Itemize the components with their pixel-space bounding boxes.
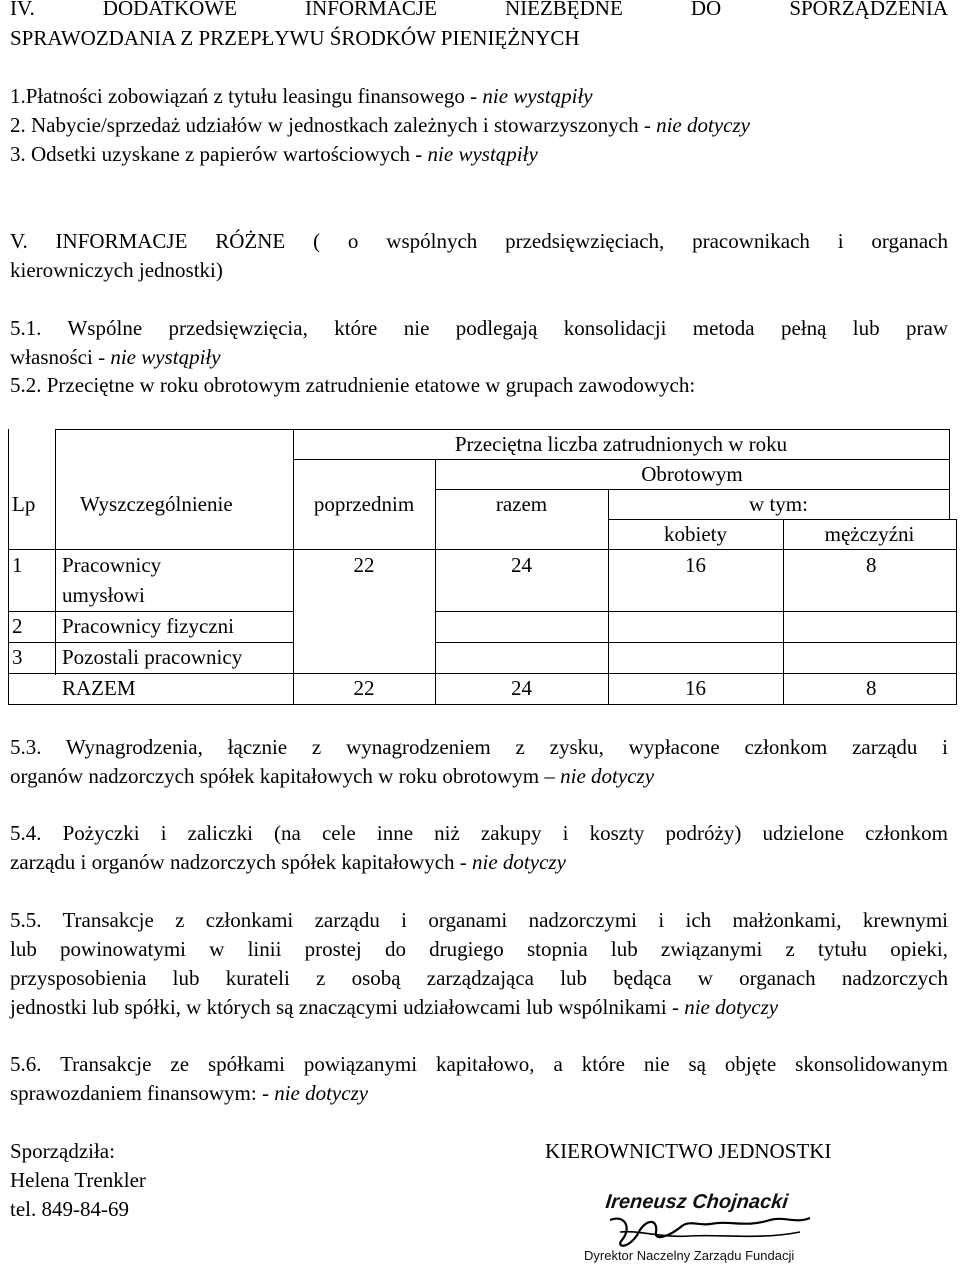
item-5-5-line3: przysposobienia lub kurateli z osobą zarządzająca lub będąca w organach nadzorczych	[10, 966, 948, 990]
stamp-name-text: Ireneusz Chojnacki	[604, 1191, 790, 1213]
item-status: nie dotyczy	[656, 113, 750, 137]
management-label: KIEROWNICTWO JEDNOSTKI	[545, 1139, 832, 1163]
item-status: nie dotyczy	[560, 764, 655, 788]
item-5-4-line1: 5.4. Pożyczki i zaliczki (na cele inne niż zakupy i koszty podróży) udzielone członkom	[10, 821, 948, 845]
item-5-6-line2	[10, 1079, 368, 1108]
item-5-1-line2	[10, 343, 221, 372]
item-status: nie wystąpiły	[427, 142, 538, 166]
table-grid-line	[949, 429, 950, 519]
header-men: mężczyźni	[824, 522, 915, 546]
table-grid-line	[435, 611, 957, 612]
item-status: nie dotyczy	[684, 995, 779, 1019]
section-5-heading-line1: V. INFORMACJE RÓŻNE ( o wspólnych przedsięwzięciach, pracownikach i organach	[10, 229, 948, 253]
employment-table	[8, 429, 958, 705]
stamp-title-text: Dyrektor Naczelny Zarządu Fundacji	[584, 1248, 795, 1263]
prepared-by-label: Sporządziła:	[10, 1139, 115, 1163]
section-4-heading-line2: SPRAWOZDANIA Z PRZEPŁYWU ŚRODKÓW PIENIĘŻNYCH	[10, 26, 580, 50]
row3-desc: Pozostali pracownicy	[62, 645, 243, 669]
sum-previous: 22	[353, 676, 375, 700]
item-5-5-line2: lub powinowatymi w linii prostej do drugiego stopnia lub związanymi z tytułu opieki,	[10, 937, 948, 961]
item-text: 3. Odsetki uzyskane z papierów wartościowych -	[10, 142, 428, 166]
item-status: nie wystąpiły	[482, 84, 593, 108]
item-5-4-line2	[10, 848, 566, 877]
table-grid-line	[8, 549, 957, 550]
section-4-item-2	[10, 111, 750, 140]
table-grid-line	[55, 429, 56, 675]
item-5-3-line2	[10, 762, 654, 791]
row1-men: 8	[866, 553, 877, 577]
row2-lp: 2	[12, 614, 23, 638]
header-women: kobiety	[664, 522, 727, 546]
sum-label: RAZEM	[62, 676, 136, 700]
row1-desc: Pracownicy	[62, 553, 162, 577]
header-total: razem	[495, 492, 548, 516]
row1-desc-cont: umysłowi	[62, 583, 145, 607]
prepared-by-phone: tel. 849-84-69	[10, 1197, 129, 1221]
table-grid-line	[435, 642, 957, 643]
prepared-by-name: Helena Trenkler	[10, 1168, 146, 1192]
item-text: jednostki lub spółki, w których są znaczącymi udziałowcami lub wspólnikami -	[10, 995, 685, 1019]
signature-underline	[620, 1232, 800, 1237]
sum-men: 8	[866, 676, 877, 700]
header-lp: Lp	[12, 492, 36, 516]
item-5-1-line1: 5.1. Wspólne przedsięwzięcia, które nie podlegają konsolidacji metoda pełną lub praw	[10, 316, 948, 340]
item-5-5-line1: 5.5. Transakcje z członkami zarządu i organami nadzorczymi i ich małżonkami, krewnymi	[10, 908, 948, 932]
sum-women: 16	[685, 676, 706, 700]
item-text: 1.Płatności zobowiązań z tytułu leasingu finansowego -	[10, 84, 483, 108]
item-text: zarządu i organów nadzorczych spółek kapitałowych -	[10, 850, 473, 874]
row1-previous: 22	[353, 553, 375, 577]
section-5-heading-line2: kierowniczych jednostki)	[10, 258, 223, 282]
header-financial-year: Obrotowym	[641, 462, 743, 486]
item-5-3-line1: 5.3. Wynagrodzenia, łącznie z wynagrodzeniem z zysku, wypłacone członkom zarządu i	[10, 735, 948, 759]
item-status: nie dotyczy	[274, 1081, 369, 1105]
header-description: Wyszczególnienie	[80, 492, 233, 516]
header-average-employment: Przeciętna liczba zatrudnionych w roku	[454, 432, 788, 456]
item-text: sprawozdaniem finansowym: -	[10, 1081, 275, 1105]
row1-total: 24	[511, 553, 532, 577]
row1-women: 16	[685, 553, 706, 577]
header-of-which: w tym:	[749, 492, 808, 516]
table-border-bottom	[8, 704, 957, 705]
header-previous: poprzednim	[313, 492, 415, 516]
item-status: nie wystąpiły	[110, 345, 221, 369]
item-5-5-line4	[10, 993, 778, 1022]
row1-lp: 1	[12, 553, 23, 577]
row2-desc: Pracownicy fizyczni	[62, 614, 235, 638]
sum-total: 24	[511, 676, 532, 700]
table-border-left	[8, 429, 9, 705]
item-text: 2. Nabycie/sprzedaż udziałów w jednostkach zależnych i stowarzyszonych -	[10, 113, 657, 137]
signature-stamp	[570, 1180, 840, 1270]
section-4-heading-line1: IV. DODATKOWE INFORMACJE NIEZBĘDNE DO SPORZĄDZENIA	[10, 0, 948, 20]
item-text: własności -	[10, 345, 111, 369]
item-5-6-line1: 5.6. Transakcje ze spółkami powiązanymi kapitałowo, a które nie są objęte skonsolidowanym	[10, 1052, 948, 1076]
table-border-right	[956, 519, 957, 705]
item-status: nie dotyczy	[472, 850, 566, 874]
section-4-item-3	[10, 140, 538, 169]
item-text: organów nadzorczych spółek kapitałowych w roku obrotowym –	[10, 764, 561, 788]
row3-lp: 3	[12, 645, 23, 669]
section-4-item-1	[10, 82, 593, 111]
item-5-2: 5.2. Przeciętne w roku obrotowym zatrudnienie etatowe w grupach zawodowych:	[10, 373, 696, 397]
